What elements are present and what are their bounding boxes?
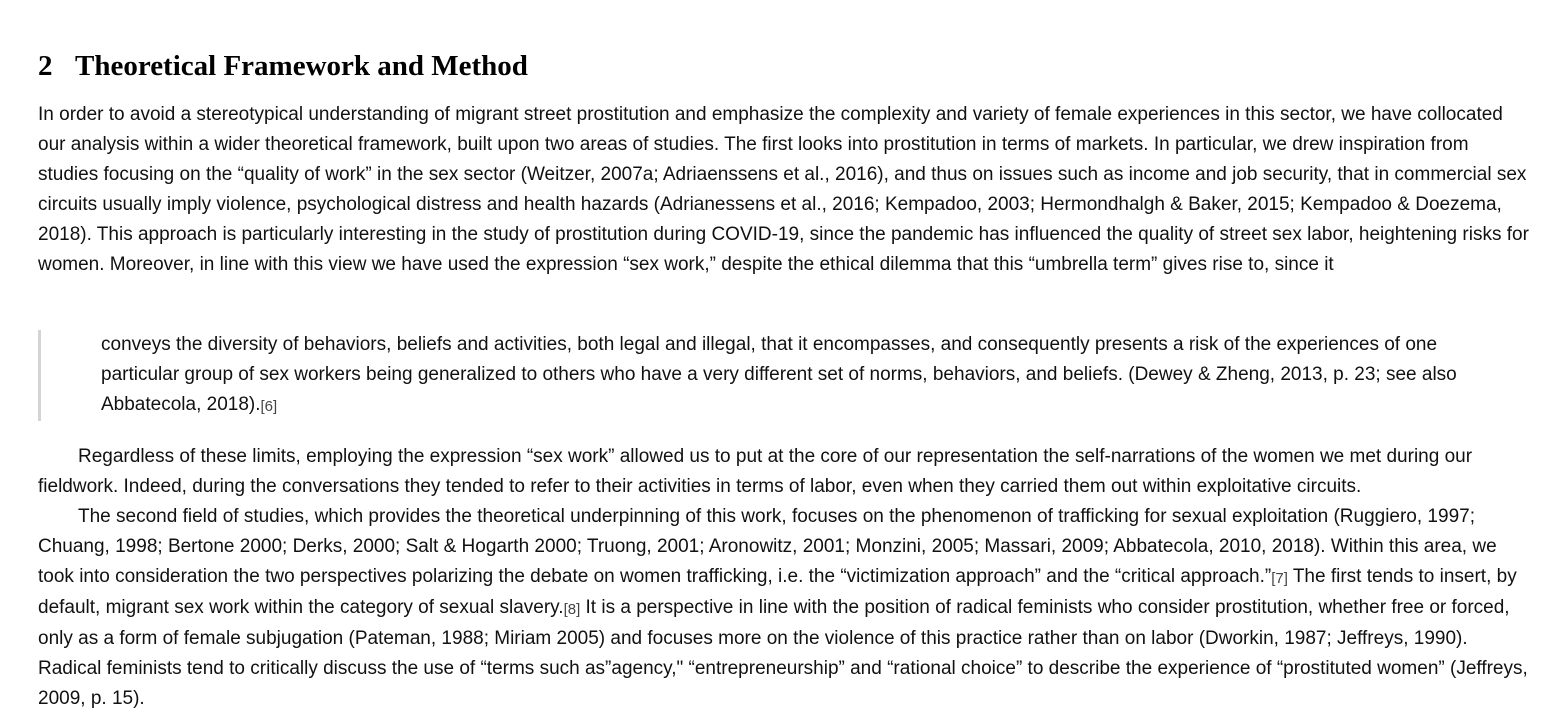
section-heading	[38, 46, 528, 86]
blockquote-text: conveys the diversity of behaviors, beliefs and activities, both legal and illegal, that it encompasses, and consequently presents a risk of the experiences of one particular group of sex workers being generalized to others who have a very different set of norms, behaviors, and beliefs. (Dewey & Zheng, 2013, p. 23; see also Abbatecola, 2018).	[101, 334, 1457, 415]
paragraph-3-part-2: The first tends to insert, by default, migrant sex work within the category of sexual slavery.	[38, 566, 1517, 618]
paragraph-3-part-1: The second field of studies, which provides the theoretical underpinning of this work, focuses on the phenomenon of trafficking for sexual exploitation (Ruggiero, 1997; Chuang, 1998; Bertone 2000; Derks, 2000; Salt & Hogarth 2000; Truong, 2001; Aronowitz, 2001; Monzini, 2005; Massari, 2009; Abbatecola, 2010, 2018). Within this area, we took into consideration the two perspectives polarizing the debate on women trafficking, i.e. the “victimization approach” and the “critical approach.”	[38, 506, 1497, 587]
section-title: Theoretical Framework and Method	[75, 50, 528, 82]
footnote-link-8[interactable]: [8]	[563, 601, 581, 618]
footnote-link-7[interactable]: [7]	[1271, 570, 1288, 587]
paragraph-3	[38, 502, 1530, 714]
paragraph-3-part-3: It is a perspective in line with the position of radical feminists who consider prostitution, whether free or forced, only as a form of female subjugation (Pateman, 1988; Miriam 2005) and focuses more on the violence of this practice rather than on labor (Dworkin, 1987; Jeffreys, 1990). Radical feminists tend to critically discuss the use of “terms such as”agency," “entrepreneurship” and “rational choice” to describe the experience of “prostituted women” (Jeffreys, 2009, p. 15).	[38, 597, 1528, 709]
paragraph-1: In order to avoid a stereotypical understanding of migrant street prostitution and emphasize the complexity and variety of female experiences in this sector, we have collocated our analysis within a wider theoretical framework, built upon two areas of studies. The first looks into prostitution in terms of markets. In particular, we drew inspiration from studies focusing on the “quality of work” in the sex sector (Weitzer, 2007a; Adriaenssens et al., 2016), and thus on issues such as income and job security, that in commercial sex circuits usually imply violence, psychological distress and health hazards (Adrianessens et al., 2016; Kempadoo, 2003; Hermondhalgh & Baker, 2015; Kempadoo & Doezema, 2018). This approach is particularly interesting in the study of prostitution during COVID-19, since the pandemic has influenced the quality of street sex labor, heightening risks for women. Moreover, in line with this view we have used the expression “sex work,” despite the ethical dilemma that this “umbrella term” gives rise to, since it	[38, 104, 1529, 275]
paragraph-2: Regardless of these limits, employing the expression “sex work” allowed us to put at the core of our representation the self-narrations of the women we met during our fieldwork. Indeed, during the conversations they tended to refer to their activities in terms of labor, even when they carried them out within exploitative circuits.	[38, 446, 1473, 497]
blockquote	[38, 330, 1458, 421]
footnote-link-6[interactable]: [6]	[260, 398, 278, 415]
section-number: 2	[38, 50, 53, 82]
